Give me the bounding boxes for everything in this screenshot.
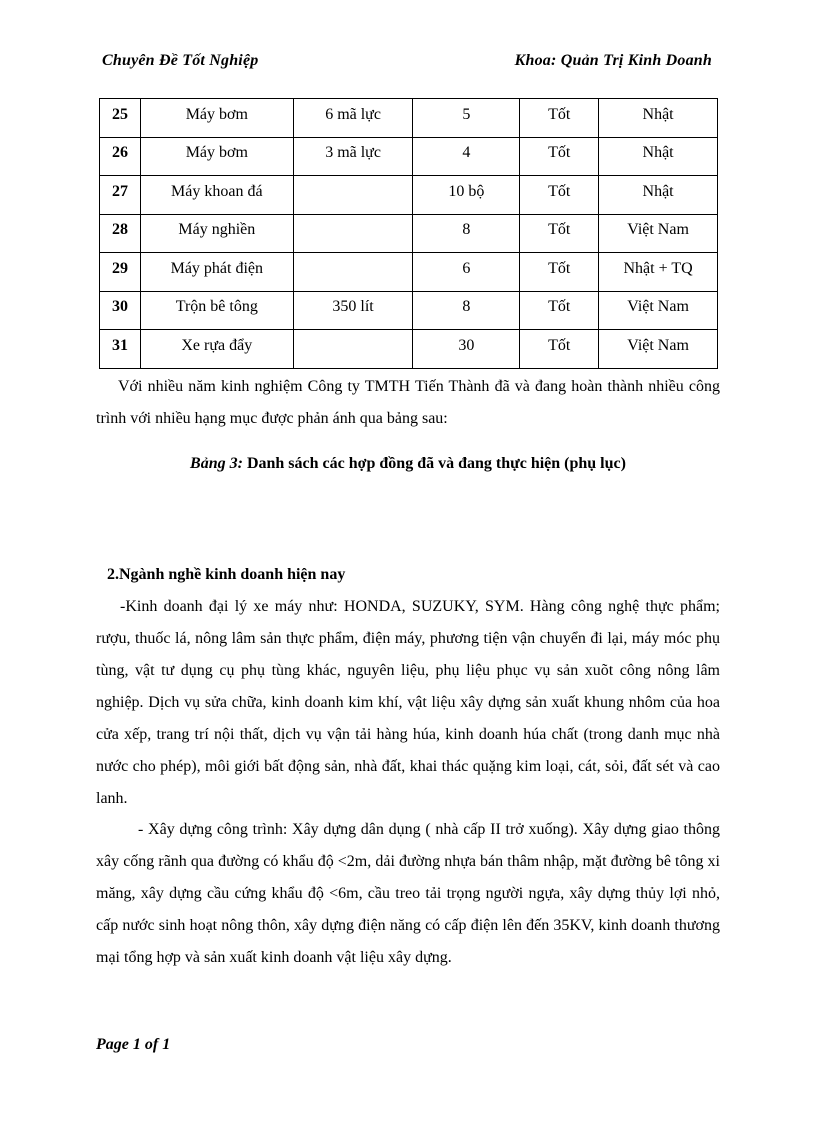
- business-paragraph: -Kinh doanh đại lý xe máy như: HONDA, SUZUKY, SYM. Hàng công nghệ thực phẩm; rượu, thuốc lá, nông lâm sản thực phẩm, điện máy, phương tiện vận chuyển đi lại, máy móc phụ tùng, vật tư dụng cụ phụ tùng khác, nguyên liệu, phụ liệu phục vụ sản xuõt công nông lâm nghiệp. Dịch vụ sửa chữa, kinh doanh kim khí, vật liệu xây dựng sản xuất khung nhôm của hoa cửa xếp, trang trí nội thất, dịch vụ vận tải hàng húa, kinh doanh húa chất (trong danh mục nhà nước cho phép), môi giới bất động sản, nhà đất, khai thác quặng kim loại, cát, sỏi, đất sét và cao lanh.: [96, 598, 720, 807]
- cell-number: 27: [100, 176, 141, 215]
- caption-label: Bảng 3:: [190, 455, 243, 472]
- cell-name: Máy bơm: [140, 99, 293, 138]
- cell-origin: Nhật + TQ: [599, 253, 718, 292]
- equipment-table: [99, 98, 718, 369]
- cell-origin: Việt Nam: [599, 330, 718, 369]
- cell-number: 25: [100, 99, 141, 138]
- cell-status: Tốt: [520, 291, 599, 330]
- table-row: [100, 291, 718, 330]
- cell-number: 29: [100, 253, 141, 292]
- cell-origin: Việt Nam: [599, 291, 718, 330]
- table-caption: [96, 455, 720, 473]
- section-heading: 2.Ngành nghề kinh doanh hiện nay: [107, 566, 346, 583]
- cell-number: 28: [100, 214, 141, 253]
- page-footer: Page 1 of 1: [96, 1036, 171, 1053]
- cell-name: Trộn bê tông: [140, 291, 293, 330]
- cell-status: Tốt: [520, 214, 599, 253]
- cell-name: Máy phát điện: [140, 253, 293, 292]
- intro-paragraph: Với nhiều năm kinh nghiệm Công ty TMTH Tiến Thành đã và đang hoàn thành nhiều công trình với nhiều hạng mục được phản ánh qua bảng sau:: [96, 378, 720, 427]
- cell-spec: 3 mã lực: [293, 137, 413, 176]
- table-row: [100, 176, 718, 215]
- cell-origin: Nhật: [599, 99, 718, 138]
- cell-spec: [293, 330, 413, 369]
- cell-origin: Nhật: [599, 176, 718, 215]
- cell-spec: 350 lít: [293, 291, 413, 330]
- equipment-table-body: [100, 99, 718, 369]
- cell-status: Tốt: [520, 176, 599, 215]
- cell-name: Máy khoan đá: [140, 176, 293, 215]
- cell-quantity: 10 bộ: [413, 176, 520, 215]
- table-row: [100, 214, 718, 253]
- cell-name: Máy bơm: [140, 137, 293, 176]
- cell-spec: [293, 253, 413, 292]
- cell-quantity: 5: [413, 99, 520, 138]
- cell-quantity: 4: [413, 137, 520, 176]
- table-row: [100, 330, 718, 369]
- cell-spec: 6 mã lực: [293, 99, 413, 138]
- table-row: [100, 253, 718, 292]
- cell-status: Tốt: [520, 330, 599, 369]
- header-right-title: Khoa: Quản Trị Kinh Doanh: [514, 52, 712, 69]
- cell-spec: [293, 214, 413, 253]
- header-left-title: Chuyên Đề Tốt Nghiệp: [102, 52, 259, 69]
- cell-quantity: 30: [413, 330, 520, 369]
- cell-number: 31: [100, 330, 141, 369]
- cell-quantity: 8: [413, 291, 520, 330]
- cell-status: Tốt: [520, 137, 599, 176]
- cell-quantity: 6: [413, 253, 520, 292]
- cell-status: Tốt: [520, 99, 599, 138]
- cell-name: Xe rựa đẩy: [140, 330, 293, 369]
- cell-spec: [293, 176, 413, 215]
- cell-status: Tốt: [520, 253, 599, 292]
- cell-name: Máy nghiền: [140, 214, 293, 253]
- cell-origin: Việt Nam: [599, 214, 718, 253]
- table-row: [100, 137, 718, 176]
- cell-origin: Nhật: [599, 137, 718, 176]
- cell-quantity: 8: [413, 214, 520, 253]
- table-row: [100, 99, 718, 138]
- cell-number: 30: [100, 291, 141, 330]
- cell-number: 26: [100, 137, 141, 176]
- construction-paragraph: - Xây dựng công trình: Xây dựng dân dụng ( nhà cấp II trở xuống). Xây dựng giao thông xây cống rãnh qua đường có khẩu độ <2m, dải đường nhựa bán thâm nhập, mặt đường bê tông xi măng, xây dựng cầu cứng khẩu độ <6m, cầu treo tải trọng người ngựa, xây dựng thủy lợi nhỏ, cấp nước sinh hoạt nông thôn, xây dựng điện năng có cấp điện lên đến 35KV, kinh doanh thương mại tổng hợp và sản xuất kinh doanh vật liệu xây dựng.: [96, 821, 720, 966]
- caption-text: Danh sách các hợp đồng đã và đang thực hiện (phụ lục): [242, 455, 626, 472]
